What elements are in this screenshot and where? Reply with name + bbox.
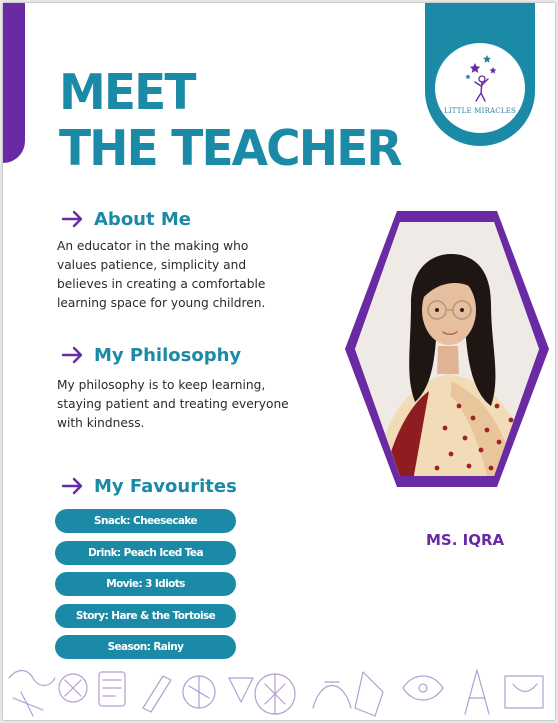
favourite-pill-movie: Movie: 3 Idiots [55, 572, 236, 596]
arrow-right-icon [61, 210, 85, 228]
about-line: An educator in the making who [57, 239, 249, 253]
philosophy-heading [61, 343, 241, 367]
teacher-portrait [341, 206, 553, 492]
arrow-right-icon [61, 477, 85, 495]
favourites-list [55, 509, 236, 667]
teacher-name: MS. IQRA [426, 531, 505, 549]
about-line: believes in creating a comfortable [57, 277, 266, 291]
title-line-1: MEET [59, 64, 195, 121]
logo-emblem-icon [435, 43, 525, 133]
favourite-pill-story: Story: Hare & the Tortoise [55, 604, 236, 628]
about-text [57, 237, 319, 313]
title-line-2: THE TEACHER [59, 120, 401, 177]
philosophy-line: My philosophy is to keep learning, [57, 378, 266, 392]
page-title [59, 65, 401, 177]
about-heading [61, 207, 191, 231]
philosophy-heading-text: My Philosophy [94, 344, 242, 366]
philosophy-text [57, 376, 327, 433]
teacher-photo-frame [341, 206, 553, 496]
about-line: learning space for young children. [57, 296, 266, 310]
purple-accent-strip [3, 3, 25, 163]
philosophy-line: with kindness. [57, 416, 145, 430]
about-line: values patience, simplicity and [57, 258, 247, 272]
logo [435, 43, 525, 133]
favourite-pill-snack: Snack: Cheesecake [55, 509, 236, 533]
favourite-pill-drink: Drink: Peach Iced Tea [55, 541, 236, 565]
arrow-right-icon [61, 346, 85, 364]
favourites-heading [61, 474, 237, 498]
philosophy-line: staying patient and treating everyone [57, 397, 289, 411]
poster-page [3, 3, 555, 720]
favourite-pill-season: Season: Rainy [55, 635, 236, 659]
favourites-heading-text: My Favourites [94, 475, 237, 497]
about-heading-text: About Me [94, 208, 191, 230]
school-doodle-border [3, 658, 555, 720]
logo-text: LITTLE MIRACLES [443, 107, 517, 115]
